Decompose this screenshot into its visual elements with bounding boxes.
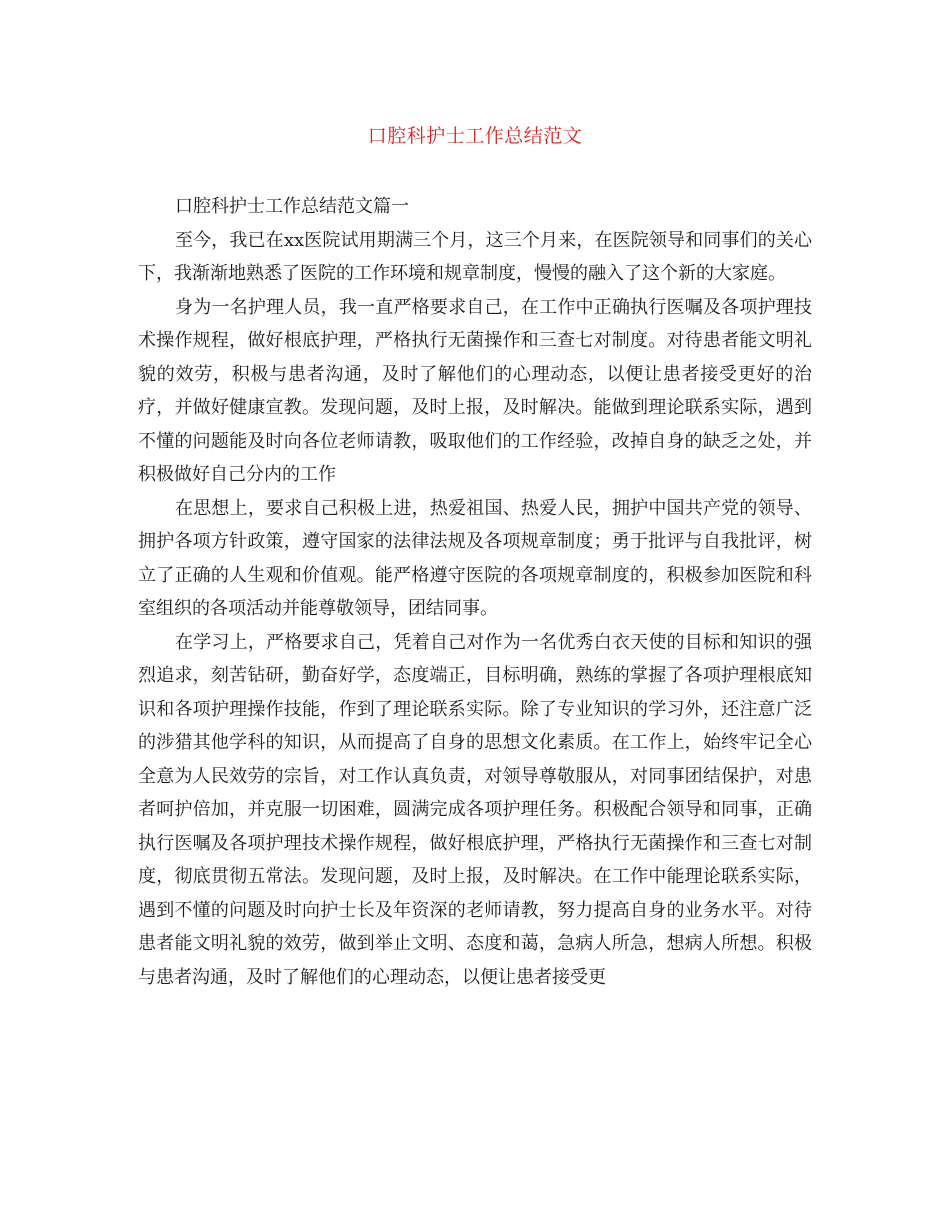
section-heading: 口腔科护士工作总结范文篇一 [175, 196, 409, 217]
paragraph-nursing-work: 身为一名护理人员，我一直严格要求自己，在工作中正确执行医嘱及各项护理技术操作规程，做好根底护理，严格执行无菌操作和三查七对制度。对待患者能文明礼貌的效劳，积极与患者沟通，及时了解他们的心理动态，以便让患者接受更好的治疗，并做好健康宣教。发现问题，及时上报，及时解决。能做到理论联系实际，遇到不懂的问题能及时向各位老师请教，吸取他们的工作经验，改掉自身的缺乏之处，并积极做好自己分内的工作 [138, 296, 812, 485]
document-body [138, 190, 812, 994]
paragraph-study-work: 在学习上，严格要求自己，凭着自己对作为一名优秀白衣天使的目标和知识的强烈追求，刻苦钻研，勤奋好学，态度端正，目标明确，熟练的掌握了各项护理根底知识和各项护理操作技能，作到了理论联系实际。除了专业知识的学习外，还注意广泛的涉猎其他学科的知识，从而提高了自身的思想文化素质。在工作上，始终牢记全心全意为人民效劳的宗旨，对工作认真负责，对领导尊敬服从，对同事团结保护，对患者呵护倍加，并克服一切困难，圆满完成各项护理任务。积极配合领导和同事，正确执行医嘱及各项护理技术操作规程，做好根底护理，严格执行无菌操作和三查七对制度，彻底贯彻五常法。发现问题，及时上报，及时解决。在工作中能理论联系实际，遇到不懂的问题及时向护士长及年资深的老师请教，努力提高自身的业务水平。对待患者能文明礼貌的效劳，做到举止文明、态度和蔼，急病人所急，想病人所想。积极与患者沟通，及时了解他们的心理动态，以便让患者接受更 [138, 631, 812, 988]
paragraph-intro: 至今，我已在xx医院试用期满三个月，这三个月来，在医院领导和同事们的关心下，我渐渐地熟悉了医院的工作环境和规章制度，慢慢的融入了这个新的大家庭。 [138, 229, 812, 284]
paragraph-ideology: 在思想上，要求自己积极上进，热爱祖国、热爱人民，拥护中国共产党的领导、拥护各项方针政策，遵守国家的法律法规及各项规章制度；勇于批评与自我批评，树立了正确的人生观和价值观。能严格遵守医院的各项规章制度的，积极参加医院和科室组织的各项活动并能尊敬领导，团结同事。 [138, 497, 812, 619]
document-title: 口腔科护士工作总结范文 [367, 125, 583, 147]
